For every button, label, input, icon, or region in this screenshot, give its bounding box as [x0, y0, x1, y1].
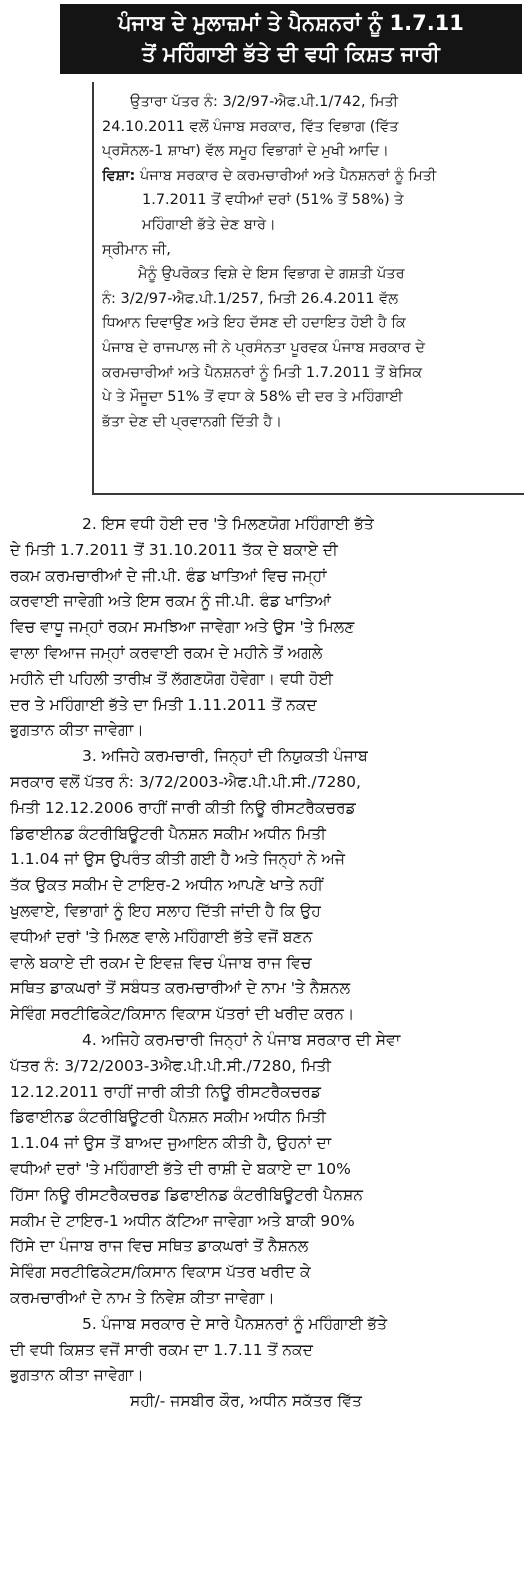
letter-body-line: ਭੱਤਾ ਦੇਣ ਦੀ ਪ੍ਰਵਾਨਗੀ ਦਿੱਤੀ ਹੈ। — [102, 413, 283, 430]
paragraph-5 — [10, 1312, 522, 1415]
paragraph-line: 12.12.2011 ਰਾਹੀਂ ਜਾਰੀ ਕੀਤੀ ਨਿਊ ਰੀਸਟਰੈਕਚਰਡ — [10, 1082, 321, 1101]
paragraph-line: ਭੁਗਤਾਨ ਕੀਤਾ ਜਾਵੇਗਾ। — [10, 721, 144, 740]
letter-body-line: ਮੈਨੂੰ ਉਪਰੋਕਤ ਵਿਸ਼ੇ ਦੇ ਇਸ ਵਿਭਾਗ ਦੇ ਗਸ਼ਤੀ ਪੱਤਰ — [138, 266, 405, 283]
paragraph-line: ਕਰਵਾਈ ਜਾਵੇਗੀ ਅਤੇ ਇਸ ਰਕਮ ਨੂੰ ਜੀ.ਪੀ. ਫੰਡ ਖਾਤਿਆਂ — [10, 592, 331, 611]
paragraph-3 — [10, 744, 522, 1028]
paragraph-2 — [10, 512, 522, 744]
paragraph-line: ਸੇਵਿੰਗ ਸਰਟੀਫਿਕੇਟਸ/ਕਿਸਾਨ ਵਿਕਾਸ ਪੱਤਰ ਖਰੀਦ ਕੇ — [10, 1263, 311, 1282]
headline — [60, 4, 522, 74]
reference-line: 24.10.2011 ਵਲੋਂ ਪੰਜਾਬ ਸਰਕਾਰ, ਵਿੱਤ ਵਿਭਾਗ (ਵਿੱਤ — [102, 118, 399, 135]
letter-body-line: ਪੰਜਾਬ ਦੇ ਰਾਜਪਾਲ ਜੀ ਨੇ ਪ੍ਰਸੰਨਤਾ ਪੂਰਵਕ ਪੰਜਾਬ ਸਰਕਾਰ ਦੇ — [102, 339, 425, 356]
paragraph-line: ਸੇਵਿੰਗ ਸਰਟੀਫਿਕੇਟ/ਕਿਸਾਨ ਵਿਕਾਸ ਪੱਤਰਾਂ ਦੀ ਖਰੀਦ ਕਰਨ। — [10, 1005, 355, 1024]
subject-text: ਪੰਜਾਬ ਸਰਕਾਰ ਦੇ ਕਰਮਚਾਰੀਆਂ ਅਤੇ ਪੈਨਸ਼ਨਰਾਂ ਨੂੰ ਮਿਤੀ — [139, 167, 437, 184]
letter-box — [92, 82, 524, 495]
paragraph-line: 3. ਅਜਿਹੇ ਕਰਮਚਾਰੀ, ਜਿਨ੍ਹਾਂ ਦੀ ਨਿਯੁਕਤੀ ਪੰਜਾਬ — [82, 747, 368, 766]
paragraph-line: ਵਧੀਆਂ ਦਰਾਂ 'ਤੇ ਮਹਿੰਗਾਈ ਭੱਤੇ ਦੀ ਰਾਸ਼ੀ ਦੇ ਬਕਾਏ ਦਾ 10% — [10, 1159, 351, 1178]
paragraph-line: ਵਿਚ ਵਾਧੂ ਜਮ੍ਹਾਂ ਰਕਮ ਸਮਝਿਆ ਜਾਵੇਗਾ ਅਤੇ ਉਸ 'ਤੇ ਮਿਲਣ — [10, 618, 355, 637]
paragraph-line: ਵਾਲੇ ਬਕਾਏ ਦੀ ਰਕਮ ਦੇ ਇਵਜ਼ ਵਿਚ ਪੰਜਾਬ ਰਾਜ ਵਿਚ — [10, 953, 312, 972]
paragraph-line: ਰਕਮ ਕਰਮਚਾਰੀਆਂ ਦੇ ਜੀ.ਪੀ. ਫੰਡ ਖਾਤਿਆਂ ਵਿਚ ਜਮ੍ਹਾਂ — [10, 566, 327, 585]
paragraph-line: ਤੱਕ ਉਕਤ ਸਕੀਮ ਦੇ ਟਾਇਰ-2 ਅਧੀਨ ਆਪਣੇ ਖਾਤੇ ਨਹੀਂ — [10, 876, 323, 895]
paragraph-line: 5. ਪੰਜਾਬ ਸਰਕਾਰ ਦੇ ਸਾਰੇ ਪੈਨਸ਼ਨਰਾਂ ਨੂੰ ਮਹਿੰਗਾਈ ਭੱਤੇ — [82, 1314, 388, 1333]
letter-body-line: ਧਿਆਨ ਦਿਵਾਉਣ ਅਤੇ ਇਹ ਦੱਸਣ ਦੀ ਹਦਾਇਤ ਹੋਈ ਹੈ ਕਿ — [102, 315, 406, 332]
headline-line-1: ਪੰਜਾਬ ਦੇ ਮੁਲਾਜ਼ਮਾਂ ਤੇ ਪੈਨਸ਼ਨਰਾਂ ਨੂੰ 1.7.11 — [118, 11, 464, 35]
paragraph-line: ਖੁਲਵਾਏ, ਵਿਭਾਗਾਂ ਨੂੰ ਇਹ ਸਲਾਹ ਦਿੱਤੀ ਜਾਂਦੀ ਹੈ ਕਿ ਉਹ — [10, 901, 321, 920]
letter-body-line: ਨੰ: 3/2/97-ਐਫ.ਪੀ.1/257, ਮਿਤੀ 26.4.2011 ਵੱਲ — [102, 290, 399, 307]
paragraph-line: ਪੱਤਰ ਨੰ: 3/72/2003-3ਐਫ.ਪੀ.ਪੀ.ਸੀ./7280, ਮਿਤੀ — [10, 1056, 331, 1075]
paragraph-line: ਭੁਗਤਾਨ ਕੀਤਾ ਜਾਵੇਗਾ। — [10, 1366, 144, 1385]
paragraph-line: ਹਿੱਸੇ ਦਾ ਪੰਜਾਬ ਰਾਜ ਵਿਚ ਸਥਿਤ ਡਾਕਘਰਾਂ ਤੋਂ ਨੈਸ਼ਨਲ — [10, 1237, 309, 1256]
paragraph-line: ਡਿਫਾਈਨਡ ਕੰਟਰੀਬਿਊਟਰੀ ਪੈਨਸ਼ਨ ਸਕੀਮ ਅਧੀਨ ਮਿਤੀ — [10, 824, 326, 843]
reference-line: ਉਤਾਰਾ ਪੱਤਰ ਨੰ: 3/2/97-ਐਫ.ਪੀ.1/742, ਮਿਤੀ — [130, 94, 399, 110]
paragraph-line: 4. ਅਜਿਹੇ ਕਰਮਚਾਰੀ ਜਿਨ੍ਹਾਂ ਨੇ ਪੰਜਾਬ ਸਰਕਾਰ ਦੀ ਸੇਵਾ — [82, 1030, 401, 1049]
paragraph-line: ਡਿਫਾਈਨਡ ਕੰਟਰੀਬਿਊਟਰੀ ਪੈਨਸ਼ਨ ਸਕੀਮ ਅਧੀਨ ਮਿਤੀ — [10, 1108, 326, 1127]
paragraph-line: ਸਰਕਾਰ ਵਲੋਂ ਪੱਤਰ ਨੰ: 3/72/2003-ਐਫ.ਪੀ.ਪੀ.ਸੀ./7280, — [10, 772, 361, 791]
paragraph-line: ਦੀ ਵਧੀ ਕਿਸ਼ਤ ਵਜੋਂ ਸਾਰੀ ਰਕਮ ਦਾ 1.7.11 ਤੋਂ ਨਕਦ — [10, 1340, 313, 1359]
paragraph-line: ਕਰਮਚਾਰੀਆਂ ਦੇ ਨਾਮ ਤੇ ਨਿਵੇਸ਼ ਕੀਤਾ ਜਾਵੇਗਾ। — [10, 1288, 275, 1307]
salutation: ਸ੍ਰੀਮਾਨ ਜੀ, — [102, 241, 171, 258]
subject-line: ਮਹਿੰਗਾਈ ਭੱਤੇ ਦੇਣ ਬਾਰੇ। — [142, 216, 276, 233]
reference-line: ਪ੍ਰਸੋਨਲ-1 ਸ਼ਾਖਾ) ਵੱਲ ਸਮੂਹ ਵਿਭਾਗਾਂ ਦੇ ਮੁਖੀ ਆਦਿ। — [102, 143, 389, 160]
paragraph-line: ਦੇ ਮਿਤੀ 1.7.2011 ਤੋਂ 31.10.2011 ਤੱਕ ਦੇ ਬਕਾਏ ਦੀ — [10, 540, 338, 559]
paragraph-line: ਦਰ ਤੇ ਮਹਿੰਗਾਈ ਭੱਤੇ ਦਾ ਮਿਤੀ 1.11.2011 ਤੋਂ ਨਕਦ — [10, 695, 317, 714]
signature-line: ਸਹੀ/- ਜਸਬੀਰ ਕੌਰ, ਅਧੀਨ ਸਕੱਤਰ ਵਿੱਤ — [130, 1392, 362, 1411]
subject-label: ਵਿਸ਼ਾ: — [102, 167, 136, 184]
paragraph-4 — [10, 1028, 522, 1312]
letter-body-line: ਪੇ ਤੇ ਮੌਜੂਦਾ 51% ਤੋਂ ਵਧਾ ਕੇ 58% ਦੀ ਦਰ ਤੇ ਮਹਿੰਗਾਈ — [102, 389, 403, 406]
paragraph-line: ਵਧੀਆਂ ਦਰਾਂ 'ਤੇ ਮਿਲਣ ਵਾਲੇ ਮਹਿੰਗਾਈ ਭੱਤੇ ਵਜੋਂ ਬਣਨ — [10, 927, 313, 946]
article-body — [10, 512, 522, 1562]
subject-line: 1.7.2011 ਤੋਂ ਵਧੀਆਂ ਦਰਾਂ (51% ਤੋਂ 58%) ਤੇ — [142, 192, 404, 209]
subject-line — [102, 164, 520, 189]
paragraph-line: ਸਥਿਤ ਡਾਕਘਰਾਂ ਤੋਂ ਸਬੰਧਤ ਕਰਮਚਾਰੀਆਂ ਦੇ ਨਾਮ 'ਤੇ ਨੈਸ਼ਨਲ — [10, 979, 351, 998]
paragraph-line: ਹਿੱਸਾ ਨਿਊ ਰੀਸਟਰੈਕਚਰਡ ਡਿਫਾਈਨਡ ਕੰਟਰੀਬਿਊਟਰੀ ਪੈਨਸ਼ਨ — [10, 1185, 363, 1204]
headline-line-2: ਤੋਂ ਮਹਿੰਗਾਈ ਭੱਤੇ ਦੀ ਵਧੀ ਕਿਸ਼ਤ ਜਾਰੀ — [142, 42, 440, 66]
paragraph-line: ਮਹੀਨੇ ਦੀ ਪਹਿਲੀ ਤਾਰੀਖ਼ ਤੋਂ ਲੱਗਣਯੋਗ ਹੋਵੇਗਾ। ਵਧੀ ਹੋਈ — [10, 669, 333, 688]
paragraph-line: 1.1.04 ਜਾਂ ਉਸ ਉਪਰੰਤ ਕੀਤੀ ਗਈ ਹੈ ਅਤੇ ਜਿਨ੍ਹਾਂ ਨੇ ਅਜੇ — [10, 850, 345, 869]
paragraph-line: ਮਿਤੀ 12.12.2006 ਰਾਹੀਂ ਜਾਰੀ ਕੀਤੀ ਨਿਊ ਰੀਸਟਰੈਕਚਰਡ — [10, 798, 356, 817]
letter-body-line: ਕਰਮਚਾਰੀਆਂ ਅਤੇ ਪੈਨਸ਼ਨਰਾਂ ਨੂੰ ਮਿਤੀ 1.7.2011 ਤੋਂ ਬੇਸਿਕ — [102, 364, 423, 381]
paragraph-line: ਵਾਲਾ ਵਿਆਜ ਜਮ੍ਹਾਂ ਕਰਵਾਈ ਰਕਮ ਦੇ ਮਹੀਨੇ ਤੋਂ ਅਗਲੇ — [10, 643, 323, 662]
paragraph-line: 1.1.04 ਜਾਂ ਉਸ ਤੋਂ ਬਾਅਦ ਜੁਆਇਨ ਕੀਤੀ ਹੈ, ਉਹਨਾਂ ਦਾ — [10, 1134, 332, 1153]
paragraph-line: ਸਕੀਮ ਦੇ ਟਾਇਰ-1 ਅਧੀਨ ਕੱਟਿਆ ਜਾਵੇਗਾ ਅਤੇ ਬਾਕੀ 90% — [10, 1211, 355, 1230]
paragraph-line: 2. ਇਸ ਵਧੀ ਹੋਈ ਦਰ 'ਤੇ ਮਿਲਣਯੋਗ ਮਹਿੰਗਾਈ ਭੱਤੇ — [82, 515, 374, 533]
